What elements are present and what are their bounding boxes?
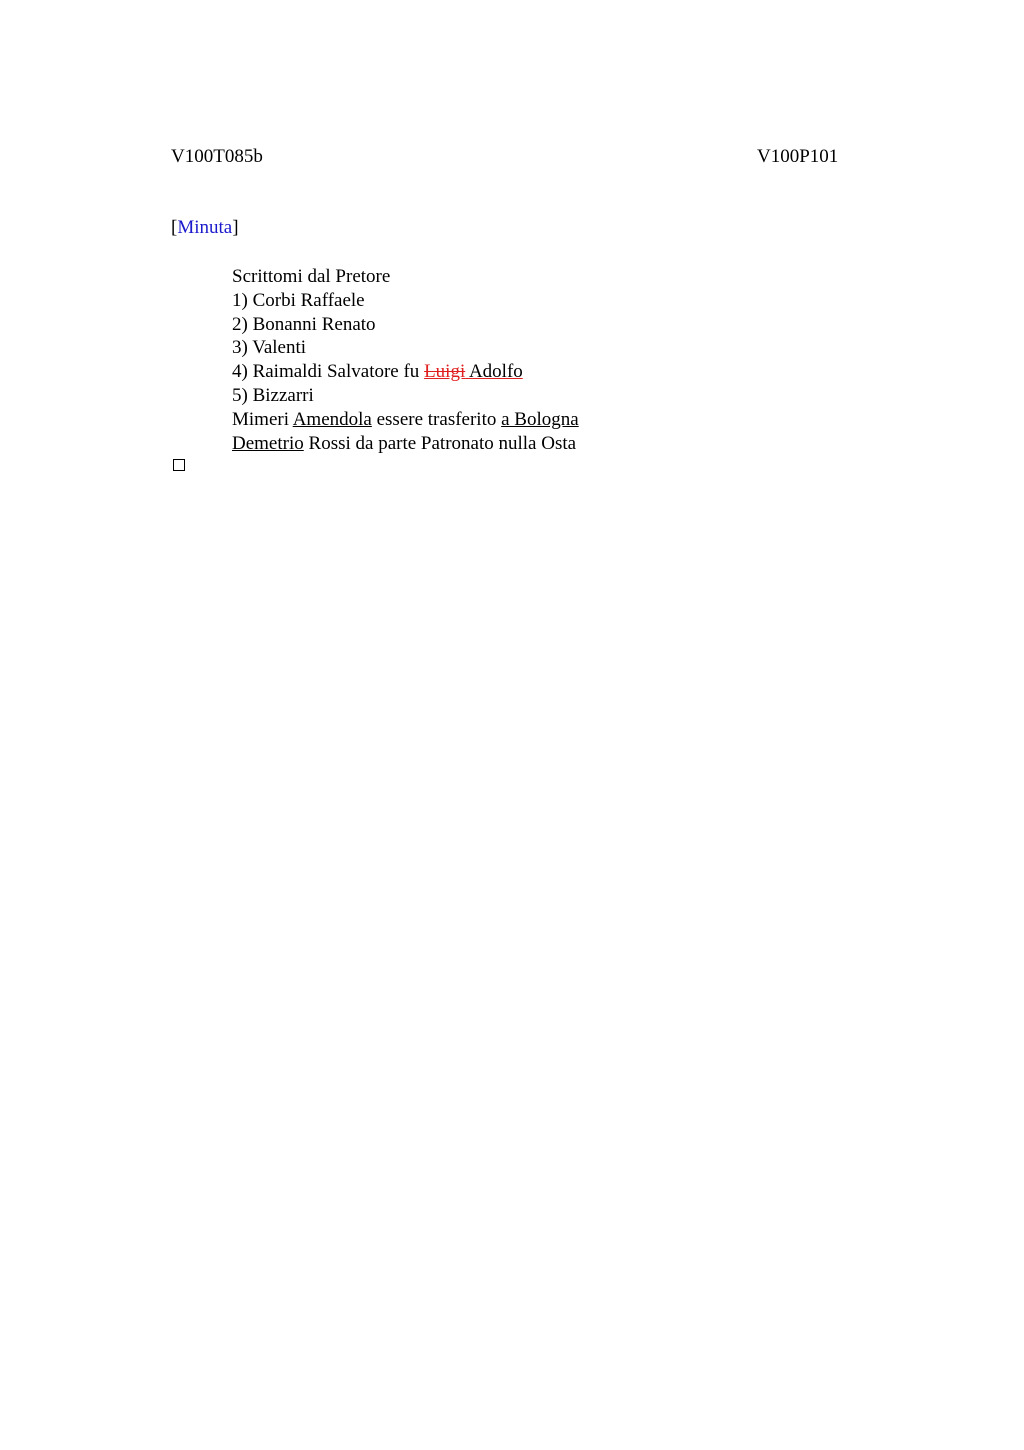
struck-word: Luigi — [424, 361, 466, 383]
note-line-3: 2) Bonanni Renato — [232, 313, 376, 335]
underlined-place-bologna: a Bologna — [501, 408, 579, 430]
note-line-2: 1) Corbi Raffaele — [232, 289, 365, 311]
close-bracket: ] — [232, 217, 239, 238]
note-line-4: 3) Valenti — [232, 337, 307, 359]
page-code: V100P101 — [757, 146, 839, 167]
note-body — [232, 265, 579, 455]
open-bracket: [ — [171, 217, 178, 238]
note-line-7-c: essere trasferito — [371, 408, 502, 430]
note-line-7-a: Mimeri — [232, 408, 293, 430]
underlined-name-demetrio: Demetrio — [232, 432, 304, 454]
note-line-5 — [232, 360, 579, 384]
note-line-6: 5) Bizzarri — [232, 384, 314, 406]
document-code: V100T085b — [171, 146, 263, 167]
inserted-word: Adolfo — [468, 361, 523, 383]
underlined-name-amendola: Amendola — [292, 408, 372, 430]
minuta-label — [171, 217, 239, 239]
note-line-1: Scrittomi dal Pretore — [232, 266, 391, 287]
note-line-5-prefix: 4) Raimaldi Salvatore fu — [232, 361, 425, 383]
note-line-7 — [232, 408, 579, 432]
note-line-5-correction — [424, 361, 523, 382]
note-line-8-b: Rossi da parte Patronato nulla Osta — [303, 432, 577, 454]
minuta-text: Minuta — [177, 217, 233, 238]
end-marker-box-icon — [173, 459, 185, 471]
note-line-8 — [232, 432, 579, 456]
